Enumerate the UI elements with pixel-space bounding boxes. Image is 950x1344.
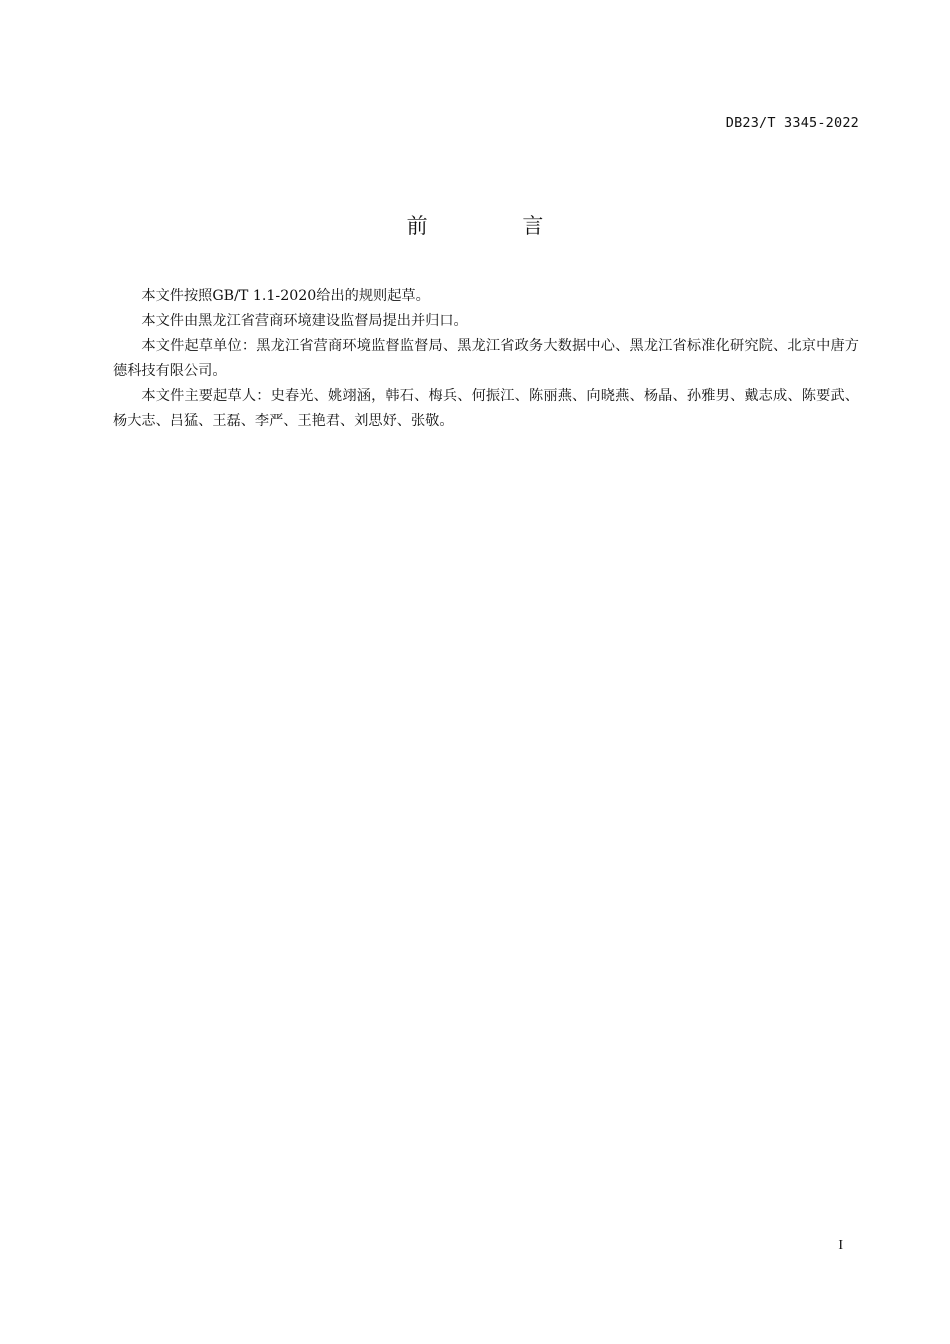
page-number: I: [838, 1238, 843, 1253]
paragraph-proposer: 本文件由黑龙江省营商环境建设监督局提出并归口。: [141, 313, 468, 329]
paragraph-drafting-rules: 本文件按照GB/T 1.1-2020给出的规则起草。: [141, 288, 430, 304]
foreword-body: [113, 284, 859, 434]
standard-code: DB23/T 3345-2022: [725, 115, 859, 131]
paragraph-drafters: 本文件主要起草人：史春光、姚翊涵，韩石、梅兵、何振江、陈丽燕、向晓燕、杨晶、孙雅男、戴志成、陈要武、杨大志、吕猛、王磊、李严、王艳君、刘思妤、张敬。: [113, 388, 859, 429]
section-title: 前 言: [406, 214, 588, 238]
paragraph-drafting-units: 本文件起草单位：黑龙江省营商环境监督监督局、黑龙江省政务大数据中心、黑龙江省标准化研究院、北京中唐方德科技有限公司。: [113, 338, 859, 379]
